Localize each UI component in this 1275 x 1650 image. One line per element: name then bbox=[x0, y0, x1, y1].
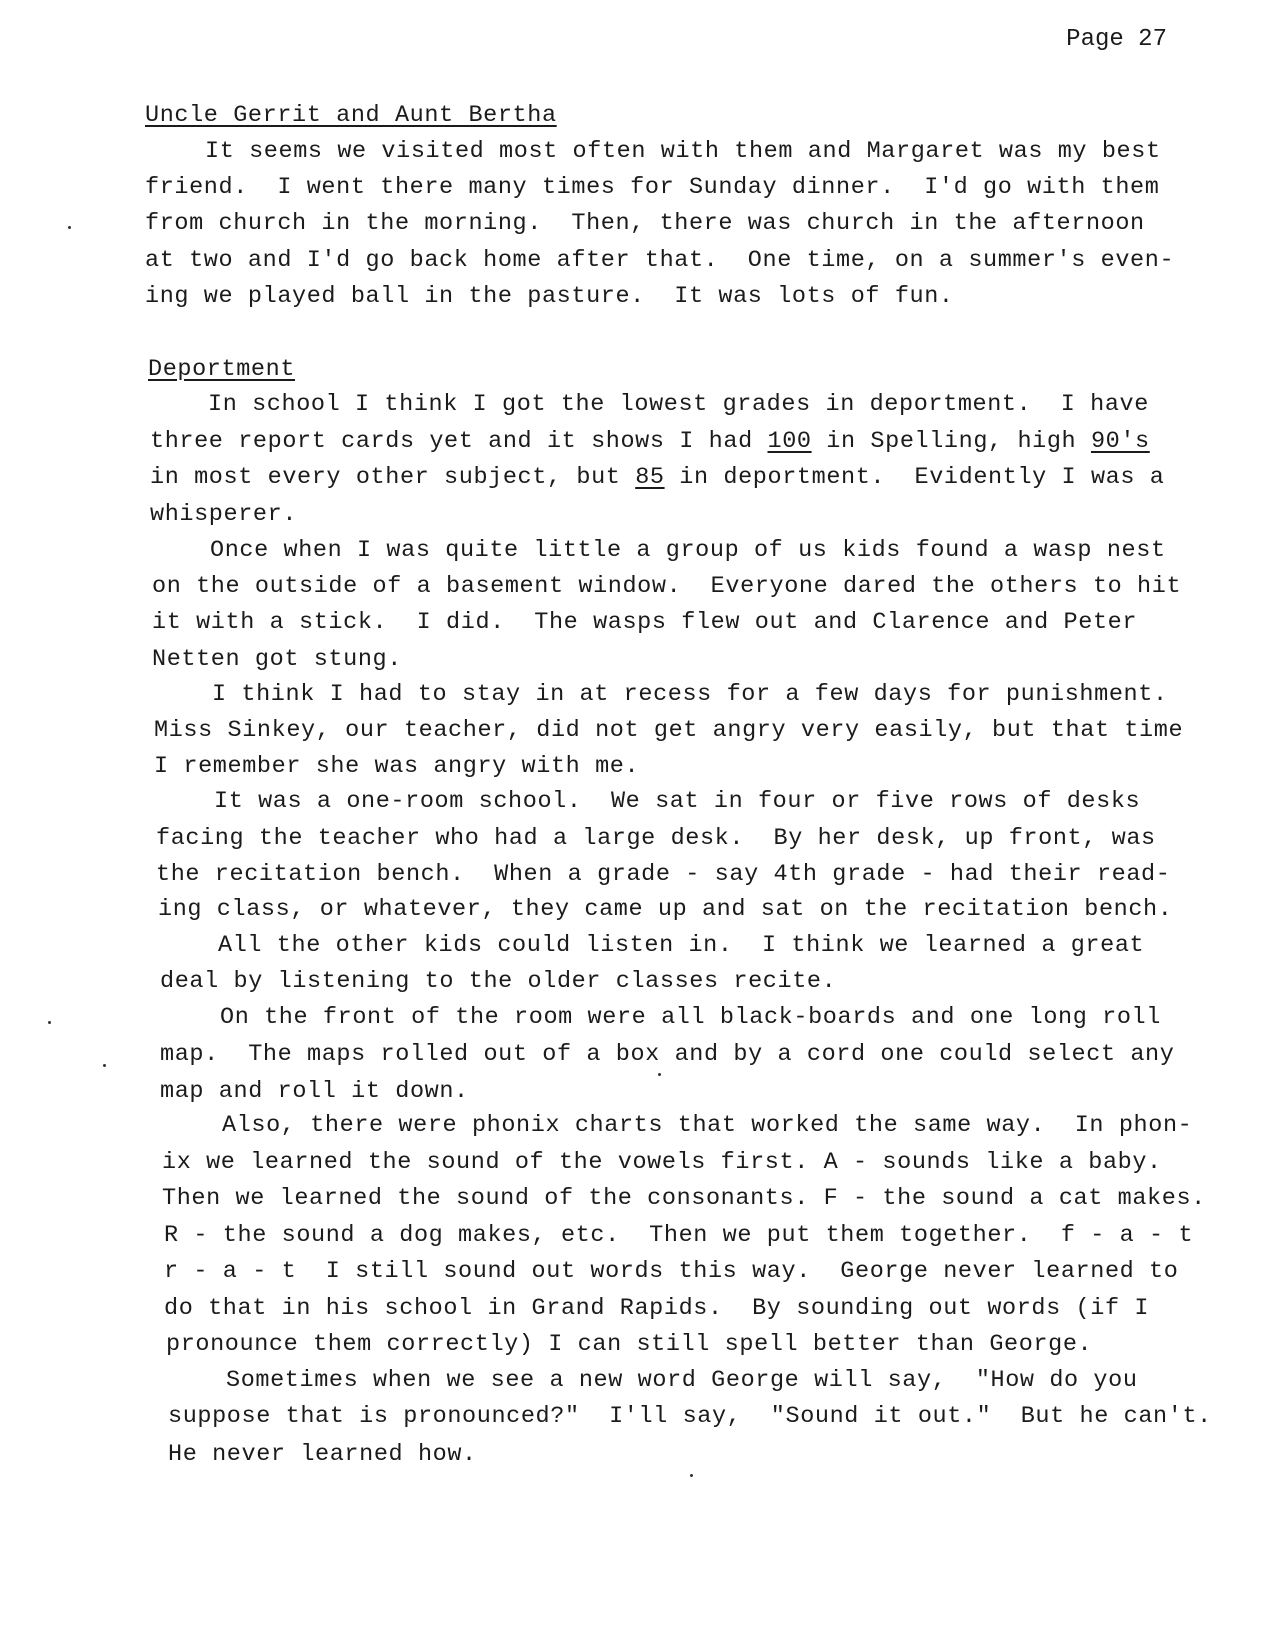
text-segment: in Spelling, high bbox=[811, 428, 1091, 455]
text-line: Also, there were phonix charts that worked the same way. In phon- bbox=[222, 1112, 1193, 1139]
text-line: ix we learned the sound of the vowels first. A - sounds like a baby. bbox=[162, 1149, 1162, 1176]
deportment-grade: 85 bbox=[635, 464, 665, 491]
other-grades: 90's bbox=[1090, 428, 1150, 455]
scan-speck bbox=[103, 1064, 106, 1067]
text-line: deal by listening to the older classes recite. bbox=[160, 968, 837, 995]
text-line: map. The maps rolled out of a box and by a cord one could select any bbox=[160, 1041, 1175, 1068]
section-heading-uncle-gerrit: Uncle Gerrit and Aunt Bertha bbox=[145, 102, 557, 129]
text-line: r - a - t I still sound out words this way. George never learned to bbox=[164, 1258, 1179, 1285]
text-line: I think I had to stay in at recess for a few days for punishment. bbox=[212, 681, 1168, 708]
page-number: Page 27 bbox=[1066, 26, 1167, 53]
spelling-grade: 100 bbox=[767, 428, 812, 455]
text-line: It was a one-room school. We sat in four or five rows of desks bbox=[214, 788, 1141, 815]
text-line bbox=[150, 430, 1150, 454]
scan-speck bbox=[68, 226, 71, 229]
text-line: map and roll it down. bbox=[160, 1078, 469, 1105]
text-line bbox=[150, 466, 1164, 490]
text-line: Sometimes when we see a new word George will say, "How do you bbox=[226, 1367, 1138, 1394]
text-line: it with a stick. I did. The wasps flew out and Clarence and Peter bbox=[152, 609, 1138, 636]
text-line: suppose that is pronounced?" I'll say, "Sound it out." But he can't. bbox=[168, 1403, 1212, 1430]
text-line: Netten got stung. bbox=[152, 646, 402, 673]
text-line: Then we learned the sound of the consonants. F - the sound a cat makes. bbox=[162, 1185, 1206, 1212]
text-line: He never learned how. bbox=[168, 1441, 477, 1468]
text-segment: in most every other subject, but bbox=[150, 464, 636, 491]
text-line: pronounce them correctly) I can still spell better than George. bbox=[166, 1331, 1093, 1358]
text-line: the recitation bench. When a grade - say 4th grade - had their read- bbox=[156, 861, 1171, 888]
text-line: ing we played ball in the pasture. It was lots of fun. bbox=[145, 283, 954, 310]
text-line: whisperer. bbox=[150, 501, 298, 528]
scan-speck bbox=[658, 1073, 661, 1076]
text-line: on the outside of a basement window. Everyone dared the others to hit bbox=[152, 573, 1182, 600]
text-segment: in deportment. Evidently I was a bbox=[664, 464, 1165, 491]
text-line: Miss Sinkey, our teacher, did not get angry very easily, but that time bbox=[154, 717, 1184, 744]
section-heading-deportment: Deportment bbox=[148, 356, 296, 383]
text-line: from church in the morning. Then, there was church in the afternoon bbox=[145, 210, 1145, 237]
text-line: facing the teacher who had a large desk. By her desk, up front, was bbox=[156, 825, 1156, 852]
scan-speck bbox=[690, 1474, 693, 1477]
text-line: In school I think I got the lowest grades in deportment. I have bbox=[208, 391, 1149, 418]
text-line: It seems we visited most often with them and Margaret was my best bbox=[205, 138, 1161, 165]
text-segment: three report cards yet and it shows I had bbox=[150, 428, 768, 455]
text-line: ing class, or whatever, they came up and sat on the recitation bench. bbox=[158, 896, 1173, 923]
text-line: I remember she was angry with me. bbox=[154, 753, 640, 780]
text-line: R - the sound a dog makes, etc. Then we put them together. f - a - t bbox=[164, 1222, 1194, 1249]
text-line: do that in his school in Grand Rapids. By sounding out words (if I bbox=[164, 1295, 1150, 1322]
text-line: On the front of the room were all black-boards and one long roll bbox=[220, 1004, 1161, 1031]
scan-speck bbox=[48, 1021, 51, 1024]
text-line: friend. I went there many times for Sunday dinner. I'd go with them bbox=[145, 174, 1160, 201]
text-line: All the other kids could listen in. I think we learned a great bbox=[218, 932, 1145, 959]
text-line: Once when I was quite little a group of us kids found a wasp nest bbox=[210, 537, 1166, 564]
text-line: at two and I'd go back home after that. One time, on a summer's even- bbox=[145, 247, 1175, 274]
